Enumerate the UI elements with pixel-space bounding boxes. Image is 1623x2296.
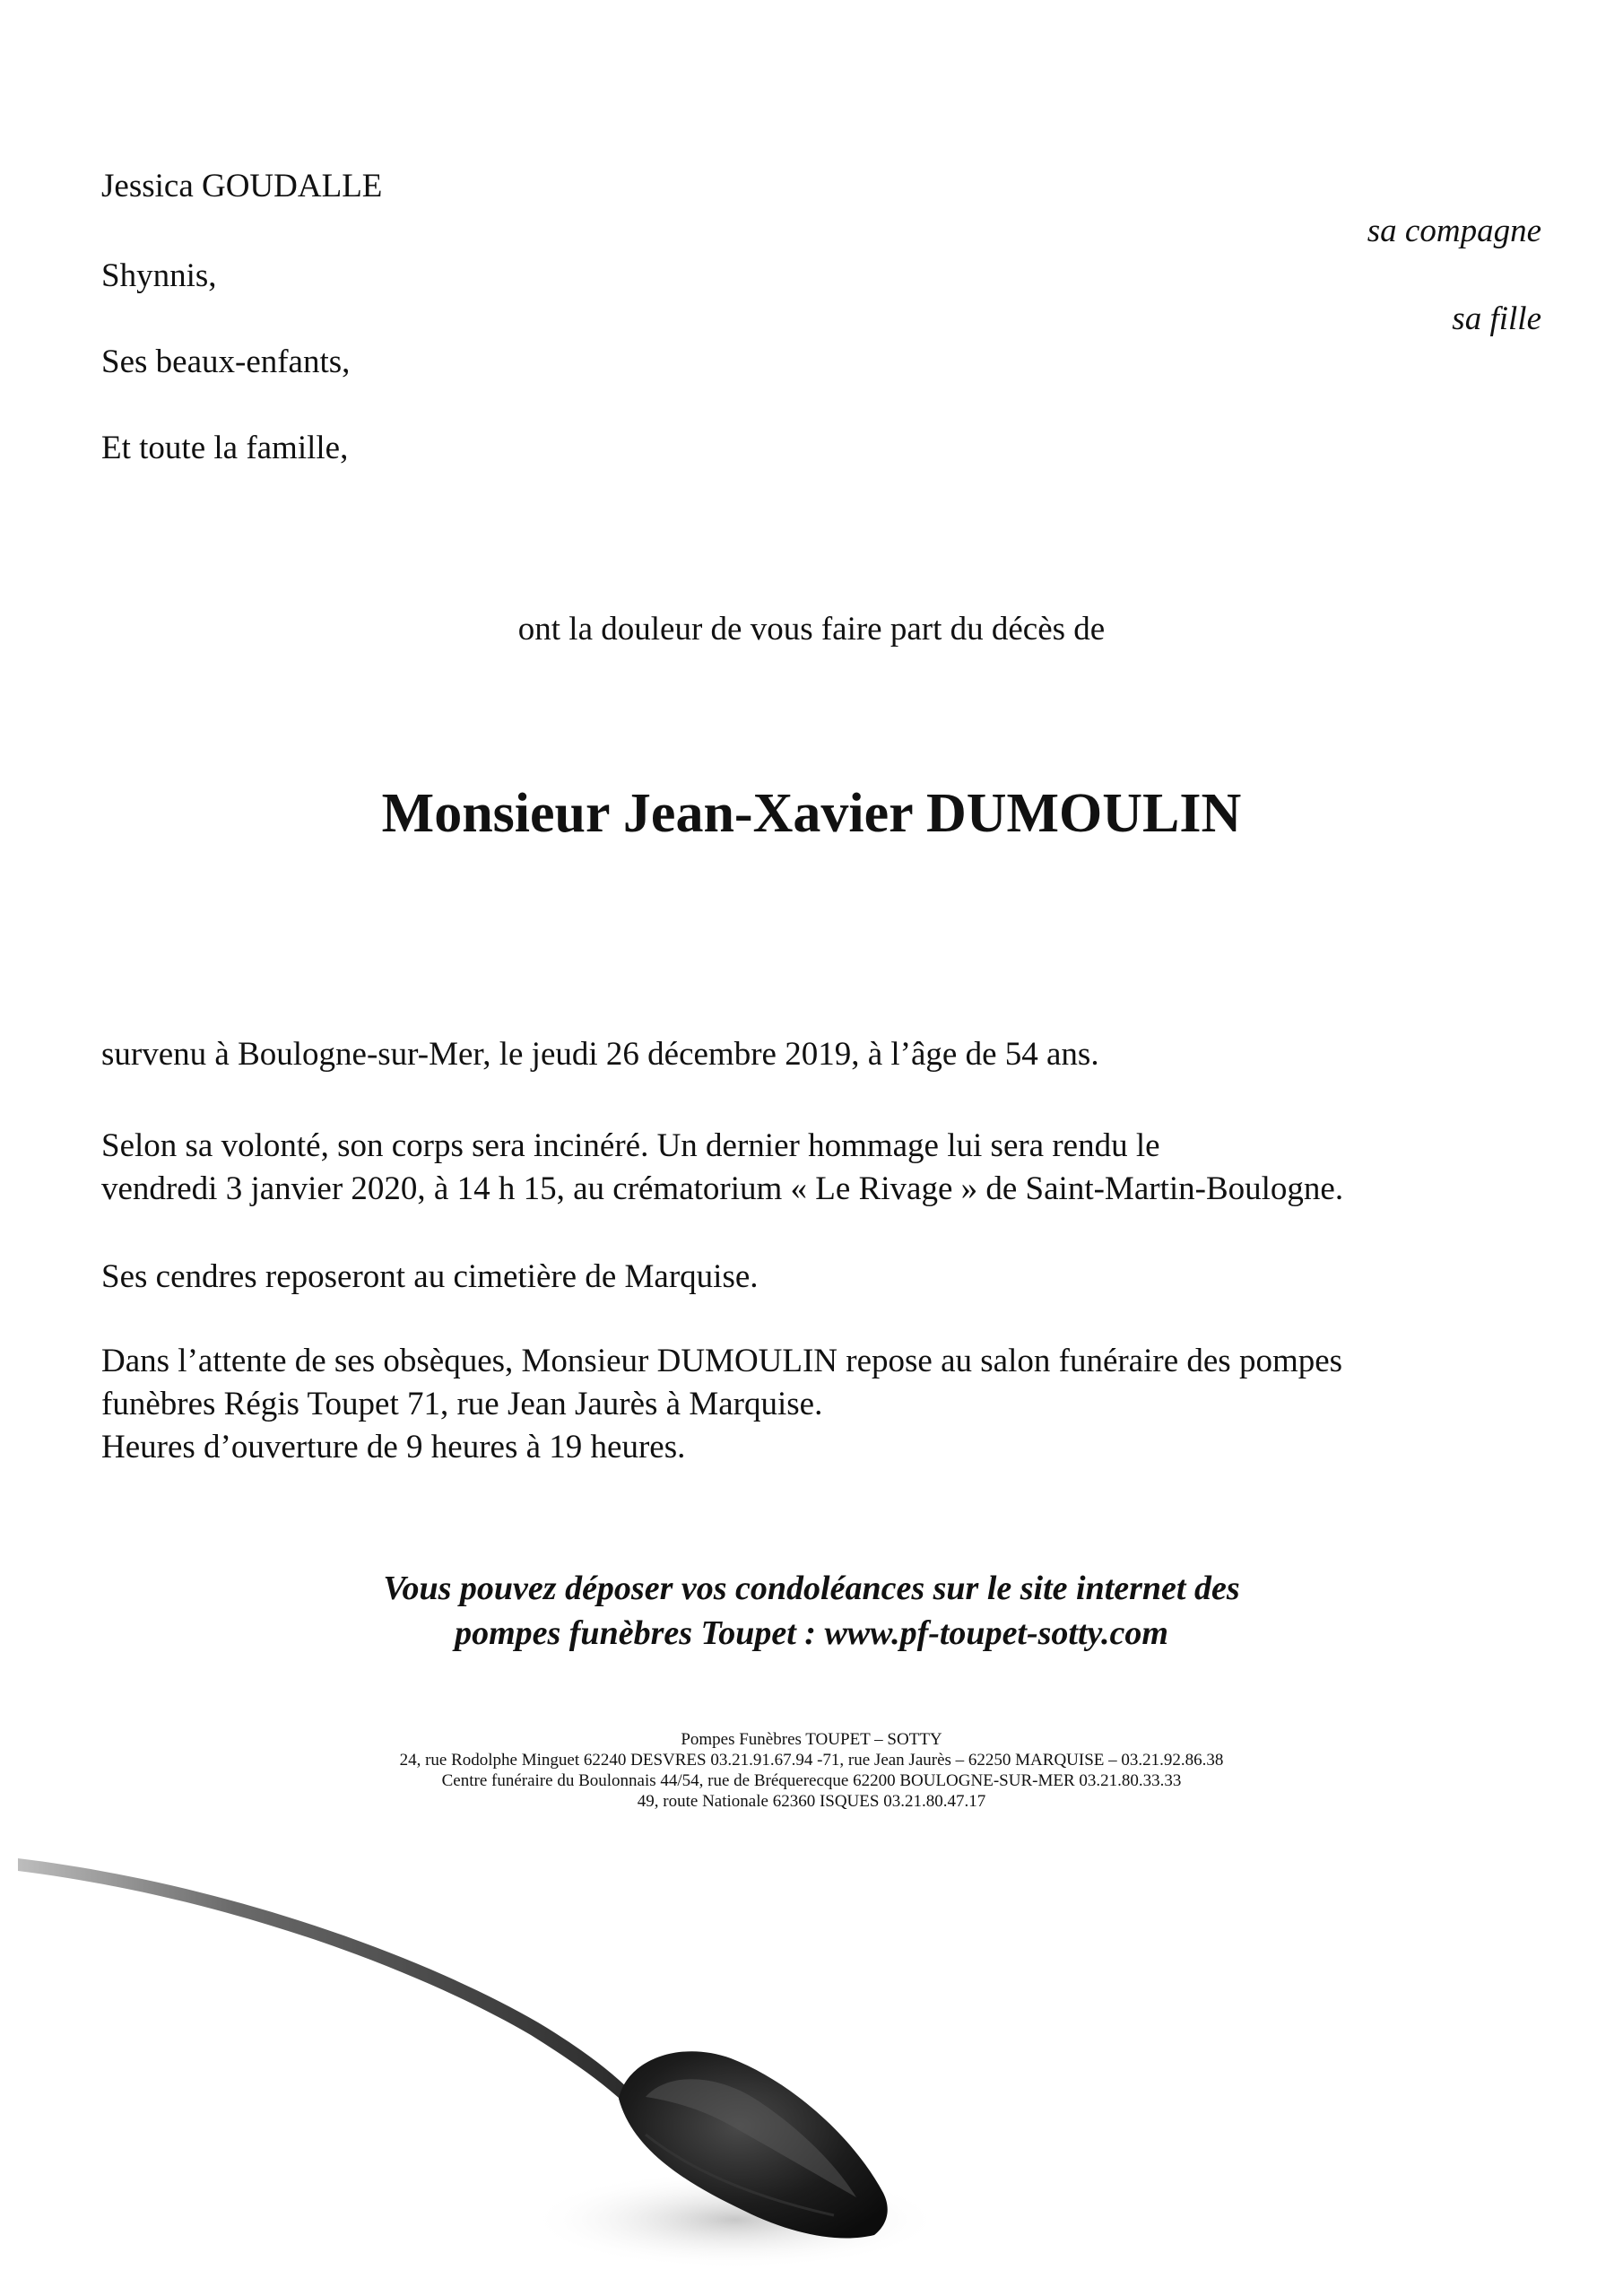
viewing-line-1: Dans l’attente de ses obsèques, Monsieur DUMOULIN repose au salon funéraire des pompes bbox=[101, 1343, 1343, 1379]
calla-lily-flower-icon bbox=[0, 1812, 1623, 2296]
ceremony-block bbox=[101, 1125, 1554, 1211]
condolences-line-2: pompes funèbres Toupet : www.pf-toupet-sotty.com bbox=[455, 1614, 1168, 1652]
family-line-2: Shynnis, bbox=[101, 257, 217, 294]
details-block bbox=[101, 1033, 1554, 1076]
ceremony-line-1: Selon sa volonté, son corps sera incinéré. Un dernier hommage lui sera rendu le bbox=[101, 1127, 1160, 1164]
footer-line-2: 24, rue Rodolphe Minguet 62240 DESVRES 03.21.91.67.94 -71, rue Jean Jaurès – 62250 MARQUISE – 03.21.92.86.38 bbox=[399, 1751, 1224, 1770]
ceremony-line-2: vendredi 3 janvier 2020, à 14 h 15, au crématorium « Le Rivage » de Saint-Martin-Boulogne. bbox=[101, 1170, 1344, 1207]
death-details: survenu à Boulogne-sur-Mer, le jeudi 26 décembre 2019, à l’âge de 54 ans. bbox=[101, 1036, 1099, 1073]
condolences-line-1: Vous pouvez déposer vos condoléances sur le site internet des bbox=[383, 1570, 1240, 1607]
viewing-line-3: Heures d’ouverture de 9 heures à 19 heures. bbox=[101, 1429, 686, 1465]
flower-stem bbox=[18, 1858, 637, 2108]
family-line-3: Ses beaux-enfants, bbox=[101, 344, 351, 380]
role-daughter: sa fille bbox=[1452, 300, 1541, 337]
role-companion: sa compagne bbox=[1367, 213, 1541, 249]
footer-line-3: Centre funéraire du Boulonnais 44/54, rue de Bréquerecque 62200 BOULOGNE-SUR-MER 03.21.80.33.33 bbox=[441, 1771, 1182, 1790]
family-line-1: Jessica GOUDALLE bbox=[101, 168, 383, 204]
announcement-text: ont la douleur de vous faire part du décès de bbox=[517, 611, 1106, 648]
deceased-name: Monsieur Jean-Xavier DUMOULIN bbox=[381, 783, 1242, 844]
ashes-block bbox=[101, 1256, 1554, 1299]
footer-line-4: 49, route Nationale 62360 ISQUES 03.21.80.47.17 bbox=[637, 1792, 986, 1811]
viewing-block bbox=[101, 1340, 1554, 1469]
condolences-note bbox=[0, 1566, 1623, 1656]
ashes-line: Ses cendres reposeront au cimetière de Marquise. bbox=[101, 1258, 759, 1295]
footer-line-1: Pompes Funèbres TOUPET – SOTTY bbox=[681, 1730, 942, 1749]
funeral-home-address bbox=[0, 1729, 1623, 1812]
viewing-line-2: funèbres Régis Toupet 71, rue Jean Jaurès à Marquise. bbox=[101, 1386, 823, 1422]
family-line-4: Et toute la famille, bbox=[101, 430, 349, 466]
